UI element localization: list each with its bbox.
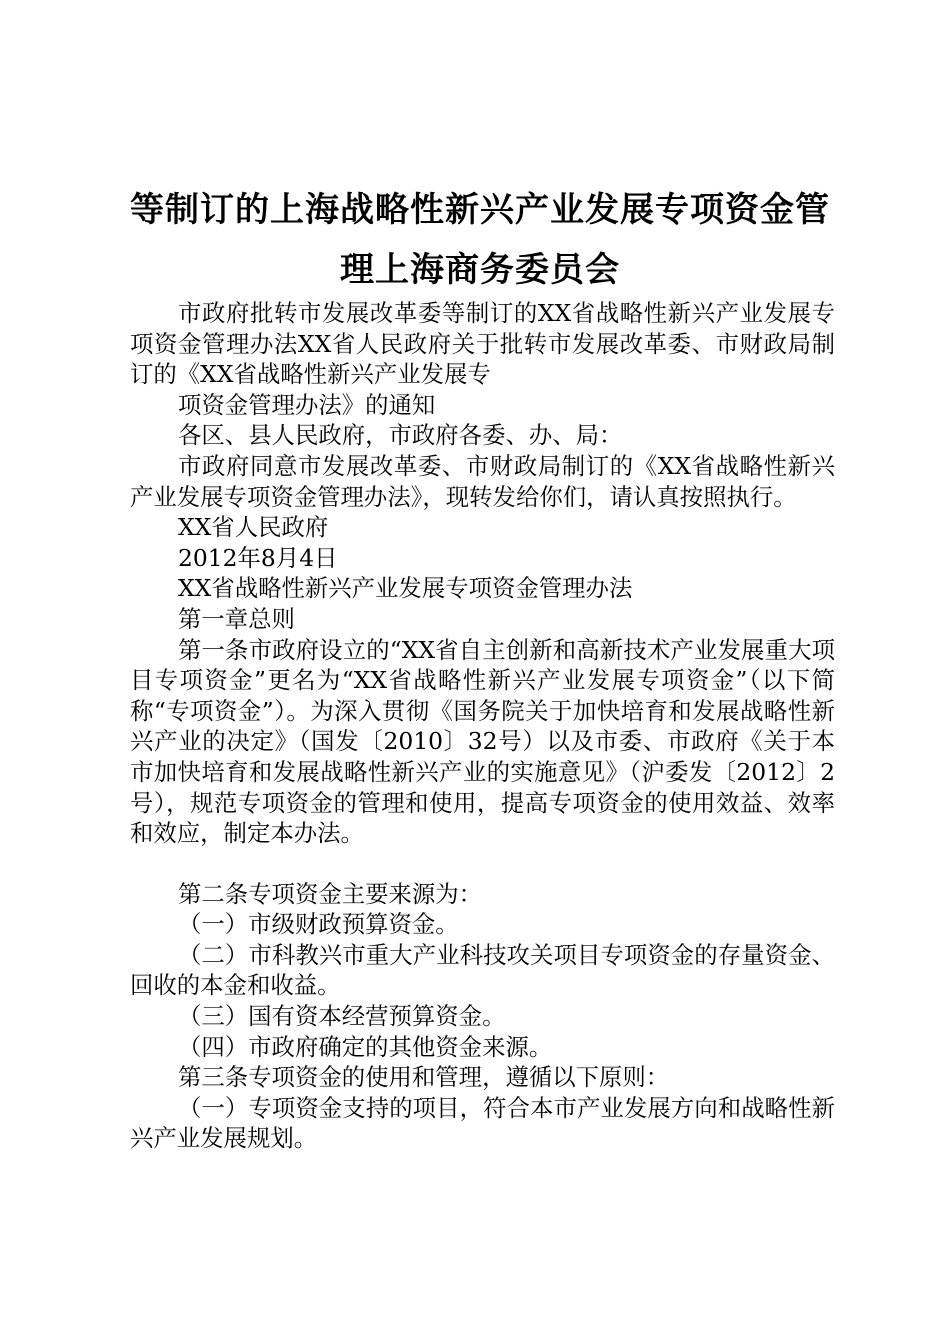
paragraph-article-2-item-3: （三）国有资本经营预算资金。: [178, 1002, 506, 1031]
paragraph-addressees: 各区、县人民政府，市政府各委、办、局：: [178, 421, 623, 450]
paragraph-chapter-1: 第一章总则: [178, 604, 295, 633]
paragraph-article-2-item-1: （一）市级财政预算资金。: [178, 910, 459, 939]
paragraph-article-3: 第三条专项资金的使用和管理，遵循以下原则：: [178, 1063, 670, 1092]
paragraph-article-2-item-2: （二）市科教兴市重大产业科技攻关项目专项资金的存量资金、回收的本金和收益。: [130, 940, 835, 1000]
paragraph-article-2-item-4: （四）市政府确定的其他资金来源。: [178, 1032, 553, 1061]
paragraph-article-2: 第二条专项资金主要来源为：: [178, 879, 483, 908]
paragraph-notice-title-end: 项资金管理办法》的通知: [178, 390, 436, 419]
paragraph-issuer: XX省人民政府: [178, 513, 329, 542]
paragraph-notice-body: 市政府同意市发展改革委、市财政局制订的《XX省战略性新兴产业发展专项资金管理办法》，现转发给你们，请认真按照执行。: [130, 451, 835, 511]
paragraph-article-1: 第一条市政府设立的“XX省自主创新和高新技术产业发展重大项目专项资金”更名为“XX省战略性新兴产业发展专项资金”（以下简称“专项资金”）。为深入贯彻《国务院关于加快培育和发展战略性新兴产业的决定》（国发〔2010〕32号）以及市委、市政府《关于本市加快培育和发展战略性新兴产业的实施意见》（沪委发〔2012〕2号），规范专项资金的管理和使用，提高专项资金的使用效益、效率和效应，制定本办法。: [130, 635, 835, 848]
document-body: [130, 298, 835, 1154]
paragraph-spacer: [130, 849, 835, 879]
document-title-line-2: 理上海商务委员会: [340, 250, 620, 290]
paragraph-date: 2012年8月4日: [178, 543, 338, 572]
paragraph-notice-intro: 市政府批转市发展改革委等制订的XX省战略性新兴产业发展专项资金管理办法XX省人民政府关于批转市发展改革委、市财政局制订的《XX省战略性新兴产业发展专: [130, 299, 835, 389]
paragraph-article-3-item-1: （一）专项资金支持的项目，符合本市产业发展方向和战略性新兴产业发展规划。: [130, 1093, 835, 1153]
document-title-line-1: 等制订的上海战略性新兴产业发展专项资金管: [130, 190, 830, 230]
paragraph-measures-title: XX省战略性新兴产业发展专项资金管理办法: [178, 574, 633, 603]
